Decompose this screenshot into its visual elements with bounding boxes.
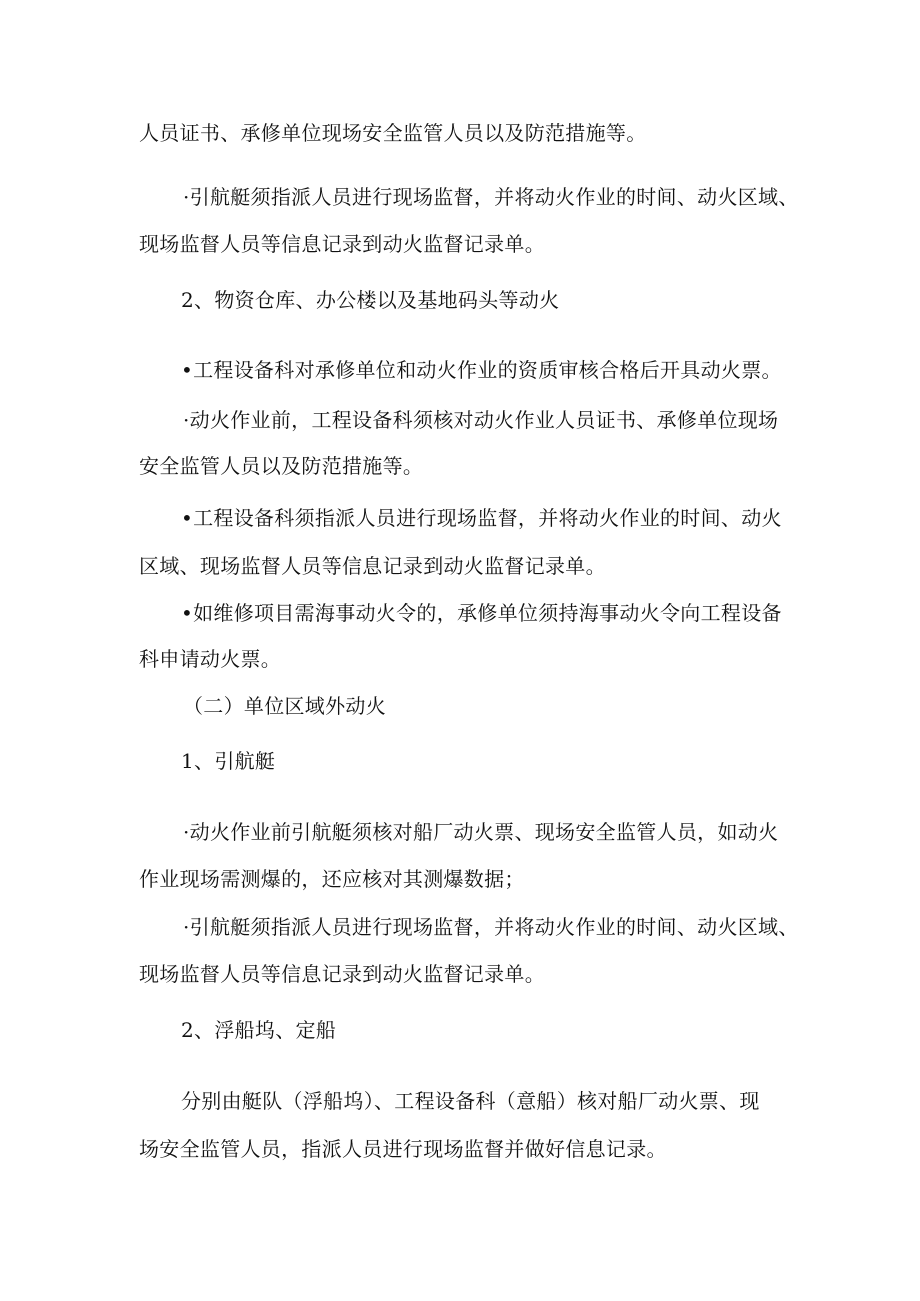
paragraph-line: 分别由艇队（浮船坞）、工程设备科（意船）核对船厂动火票、现 (181, 1089, 760, 1113)
paragraph-line: 现场监督人员等信息记录到动火监督记录单。 (139, 232, 545, 256)
bullet-line: •工程设备科对承修单位和动火作业的资质审核合格后开具动火票。 (181, 358, 782, 382)
paragraph-line: 科申请动火票。 (139, 647, 282, 671)
bullet-line: ·动火作业前引航艇须核对船厂动火票、现场安全监管人员，如动火 (183, 820, 779, 844)
bullet-line: ·引航艇须指派人员进行现场监督，并将动火作业的时间、动火区域、 (183, 915, 799, 939)
bullet-line: •如维修项目需海事动火令的，承修单位须持海事动火令向工程设备 (181, 601, 782, 625)
paragraph-line: 作业现场需测爆的，还应核对其测爆数据； (139, 867, 525, 891)
section-heading: 2、浮船坞、定船 (181, 1018, 337, 1042)
section-heading: （二）单位区域外动火 (183, 694, 386, 718)
paragraph-line: 区域、现场监督人员等信息记录到动火监督记录单。 (139, 554, 606, 578)
bullet-line: ·动火作业前，工程设备科须核对动火作业人员证书、承修单位现场 (183, 408, 779, 432)
bullet-line: ·引航艇须指派人员进行现场监督，并将动火作业的时间、动火区域、 (183, 185, 799, 209)
section-heading: 2、物资仓库、办公楼以及基地码头等动火 (181, 288, 560, 312)
paragraph-line: 安全监管人员以及防范措施等。 (139, 454, 424, 478)
paragraph-line: 人员证书、承修单位现场安全监管人员以及防范措施等。 (139, 121, 647, 145)
bullet-line: •工程设备科须指派人员进行现场监督，并将动火作业的时间、动火 (181, 506, 782, 530)
section-heading: 1、引航艇 (181, 749, 276, 773)
paragraph-line: 场安全监管人员，指派人员进行现场监督并做好信息记录。 (139, 1137, 667, 1161)
paragraph-line: 现场监督人员等信息记录到动火监督记录单。 (139, 962, 545, 986)
